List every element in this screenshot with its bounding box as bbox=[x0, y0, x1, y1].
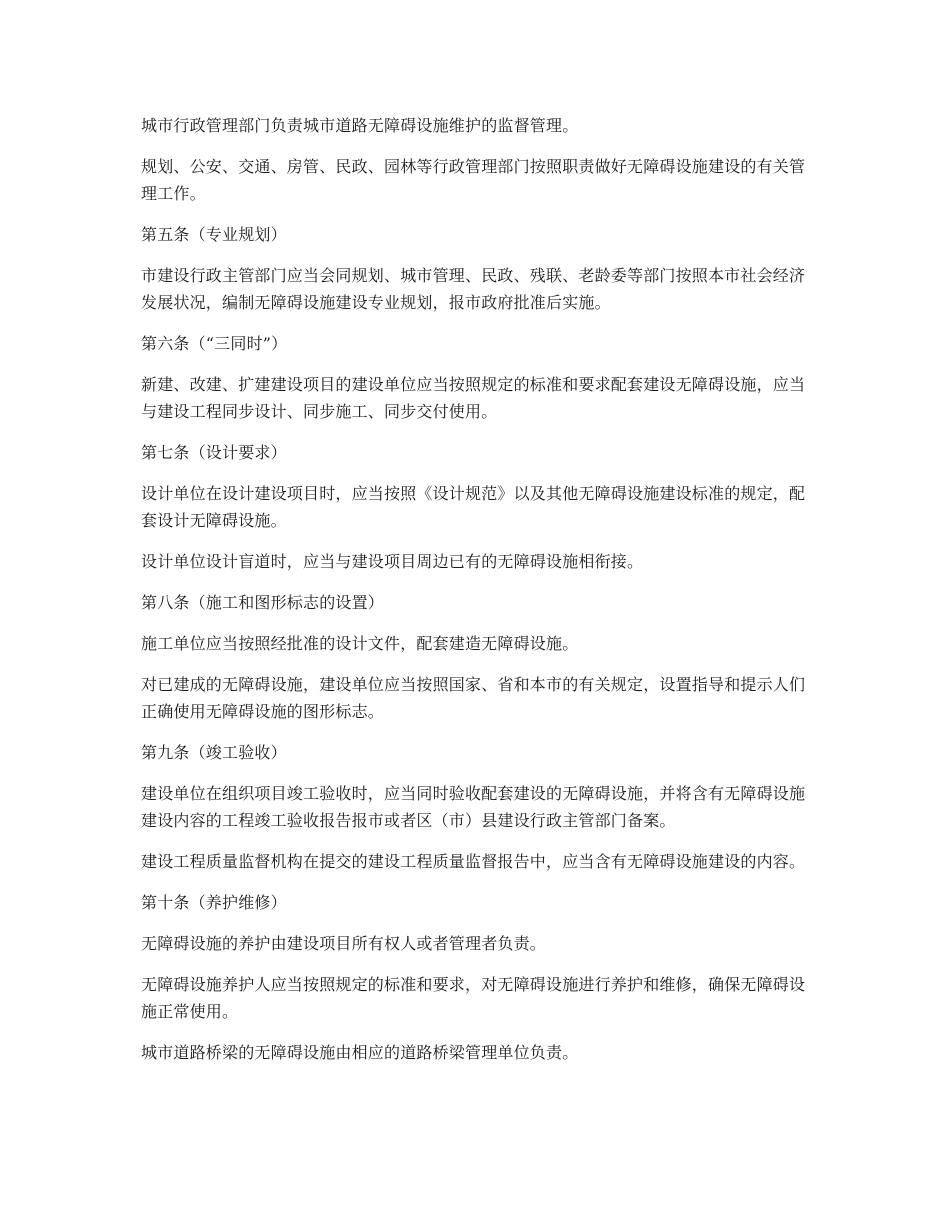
article-heading: 第五条（专业规划） bbox=[141, 225, 287, 244]
document-body bbox=[141, 112, 813, 1080]
article-heading: 第六条（“三同时”） bbox=[141, 334, 288, 353]
article-heading: 第九条（竣工验收） bbox=[141, 743, 287, 762]
paragraph: 新建、改建、扩建建设项目的建设单位应当按照规定的标准和要求配套建设无障碍设施，应当与建设工程同步设计、同步施工、同步交付使用。 bbox=[141, 375, 806, 421]
paragraph: 设计单位设计盲道时，应当与建设项目周边已有的无障碍设施相衔接。 bbox=[141, 552, 644, 571]
paragraph: 设计单位在设计建设项目时，应当按照《设计规范》以及其他无障碍设施建设标准的规定，配套设计无障碍设施。 bbox=[141, 484, 806, 530]
paragraph: 规划、公安、交通、房管、民政、园林等行政管理部门按照职责做好无障碍设施建设的有关管理工作。 bbox=[141, 157, 806, 203]
article-heading: 第八条（施工和图形标志的设置） bbox=[141, 593, 385, 612]
paragraph: 对已建成的无障碍设施，建设单位应当按照国家、省和本市的有关规定，设置指导和提示人们正确使用无障碍设施的图形标志。 bbox=[141, 675, 806, 721]
paragraph: 施工单位应当按照经批准的设计文件，配套建造无障碍设施。 bbox=[141, 634, 579, 653]
paragraph: 建设工程质量监督机构在提交的建设工程质量监督报告中，应当含有无障碍设施建设的内容。 bbox=[141, 852, 806, 871]
article-heading: 第十条（养护维修） bbox=[141, 893, 287, 912]
paragraph: 无障碍设施的养护由建设项目所有权人或者管理者负责。 bbox=[141, 934, 547, 953]
paragraph: 建设单位在组织项目竣工验收时，应当同时验收配套建设的无障碍设施，并将含有无障碍设施建设内容的工程竣工验收报告报市或者区（市）县建设行政主管部门备案。 bbox=[141, 784, 806, 830]
article-heading: 第七条（设计要求） bbox=[141, 443, 287, 462]
paragraph: 无障碍设施养护人应当按照规定的标准和要求，对无障碍设施进行养护和维修，确保无障碍设施正常使用。 bbox=[141, 975, 806, 1021]
paragraph: 城市道路桥梁的无障碍设施由相应的道路桥梁管理单位负责。 bbox=[141, 1043, 579, 1062]
paragraph: 城市行政管理部门负责城市道路无障碍设施维护的监督管理。 bbox=[141, 116, 579, 135]
paragraph: 市建设行政主管部门应当会同规划、城市管理、民政、残联、老龄委等部门按照本市社会经济发展状况，编制无障碍设施建设专业规划，报市政府批准后实施。 bbox=[141, 266, 806, 312]
